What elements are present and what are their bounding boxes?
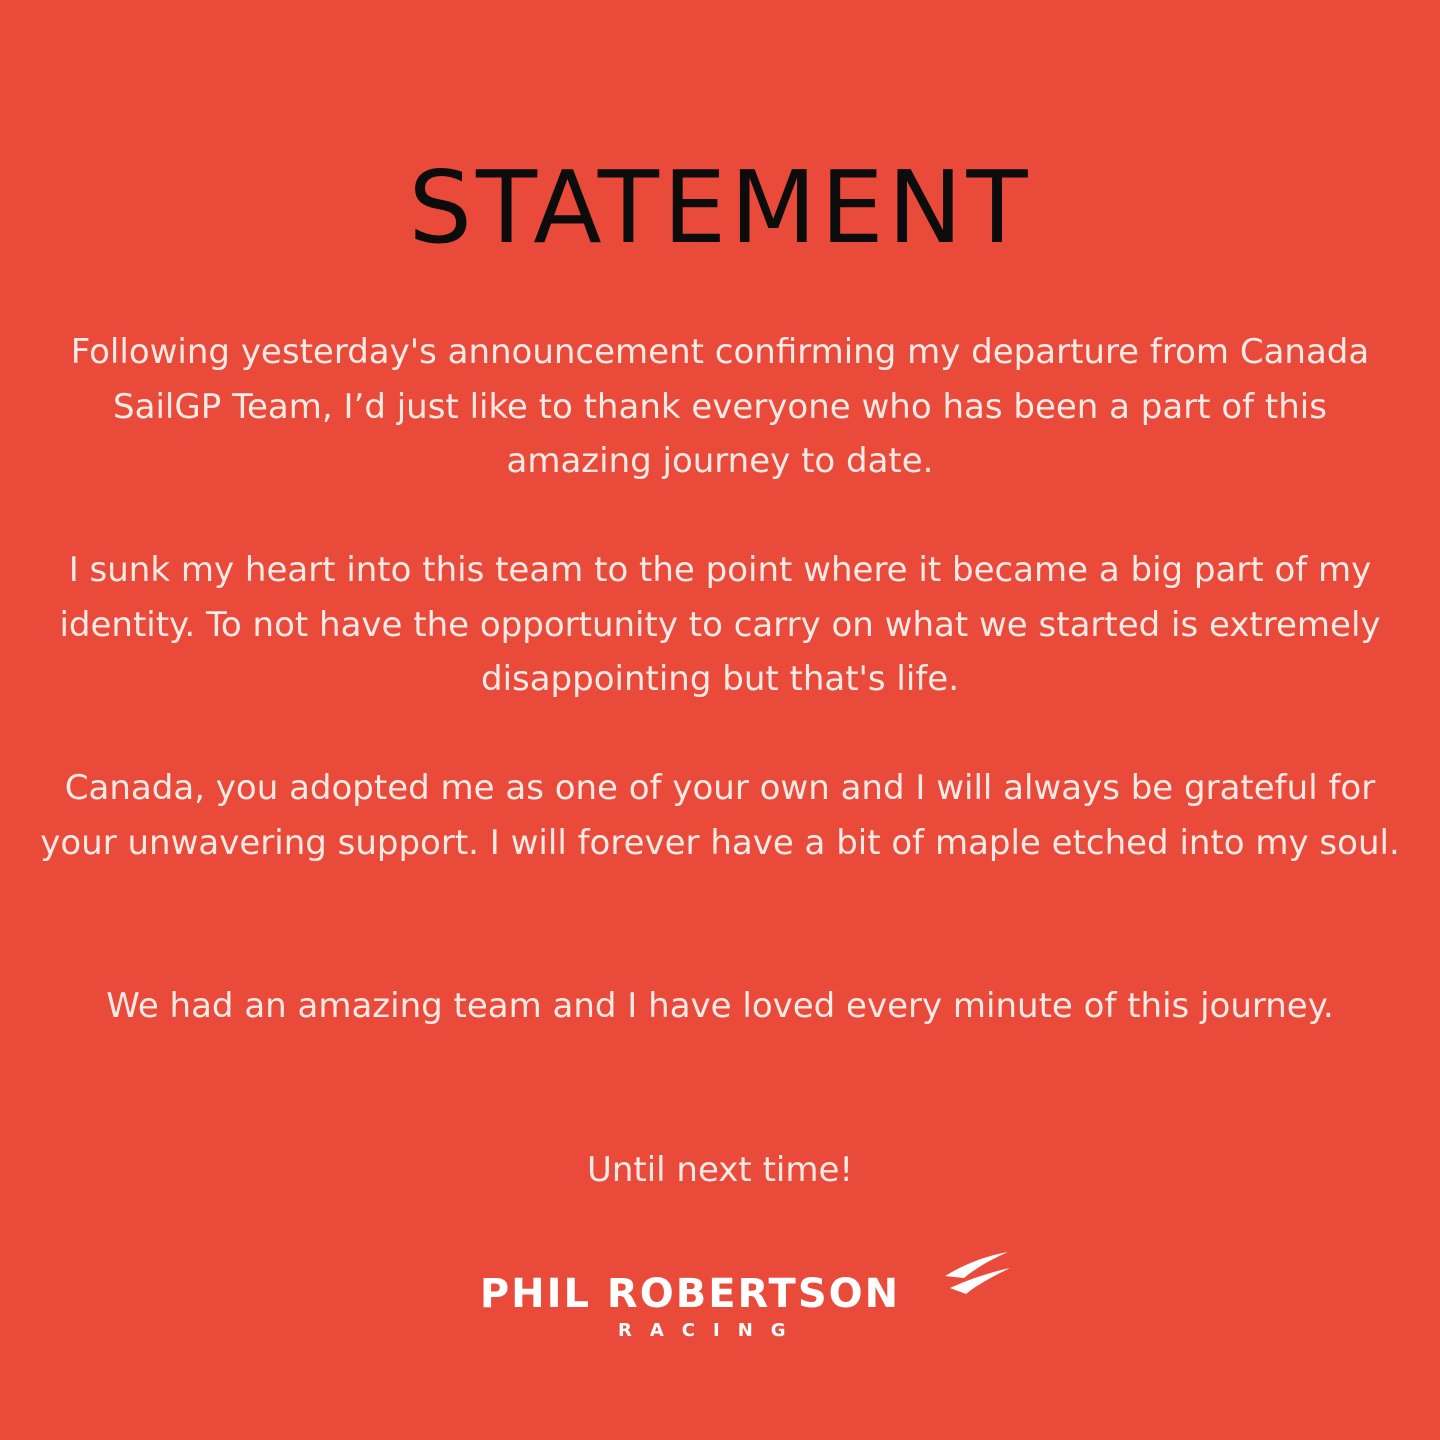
paragraph-sign-off: Until next time! [586,1150,854,1190]
paragraph-team: We had an amazing team and I have loved every minute of this journey. [106,986,1334,1026]
paragraph-heart: I sunk my heart into this team to the point where it became a big part of my identity. To not have the opportunity to carry on what we started is extremely disappointing but that's life. [59,550,1381,699]
logo-subtitle: RACING [618,1320,804,1341]
phil-robertson-racing-logo [420,1248,1020,1348]
paragraph-departure: Following yesterday's announcement confirming my departure from Canada SailGP Team, I’d just like to thank everyone who has been a part of this amazing journey to date. [70,332,1370,481]
statement-title: STATEMENT [408,149,1032,266]
paragraph-canada: Canada, you adopted me as one of your own and I will always be grateful for your unwavering support. I will forever have a bit of maple etched into my soul. [40,768,1400,863]
logo-name: PHIL ROBERTSON [479,1271,901,1317]
